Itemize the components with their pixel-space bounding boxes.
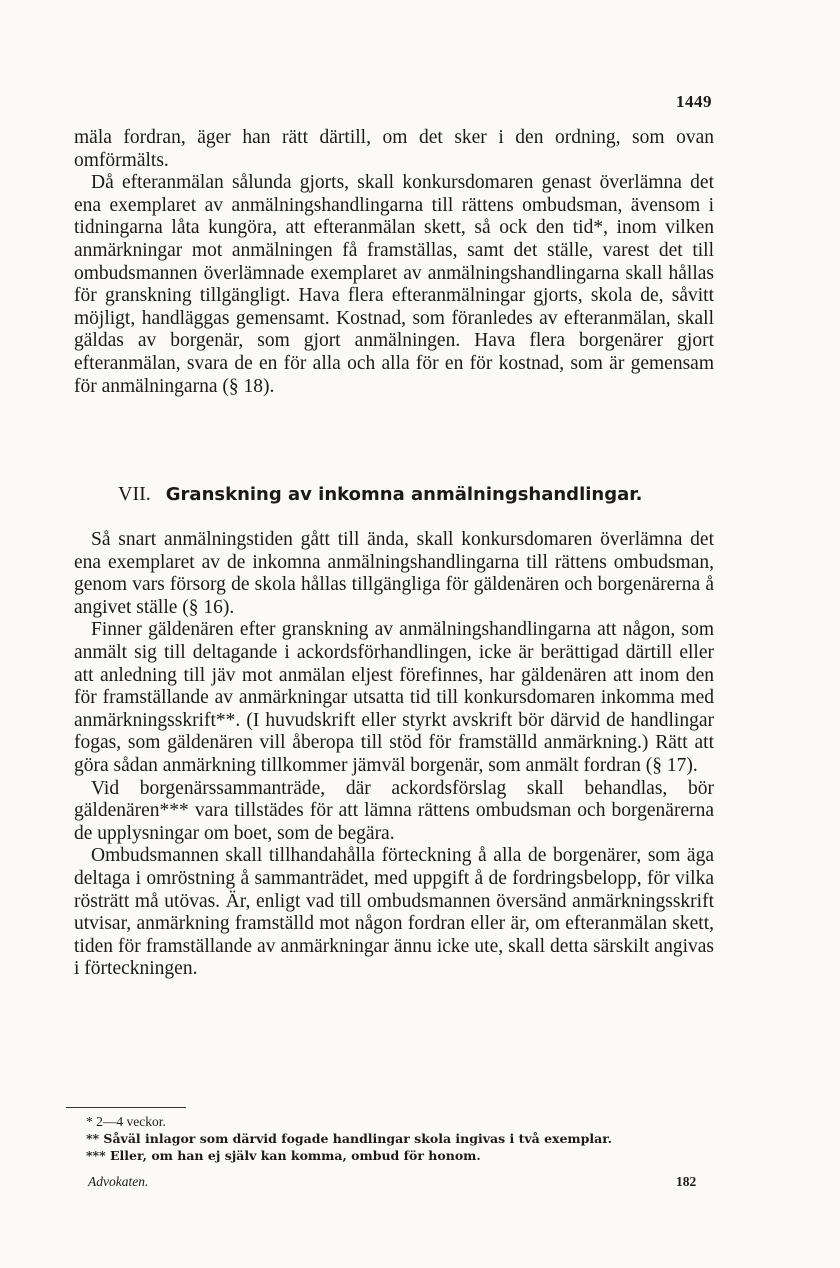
paragraph: Då efteranmälan sålunda gjorts, skall konkursdomaren genast överlämna det ena exemplaret av anmälningshandlingarna till rättens ombudsman, ävensom i tidningarna låta kungöra, att efteranmälan skett, så ock den tid*, inom vilken anmärkningar mot anmälningen få framställas, samt det ställe, varest det till ombudsmannen överlämnade exemplaret av anmälningshandlingarna skall hållas för granskning tillgängligt. Hava flera efteranmälningar gjorts, skola de, såvitt möjligt, handläggas gemensamt. Kostnad, som föranledes av efteranmälan, skall gäldas av borgenär, som gjort anmälningen. Hava flera borgenärer gjort efteranmälan, svara de en för alla och alla för en för kostnad, som är gemensam för anmälningarna (§ 18). — [74, 172, 714, 397]
footnote-divider — [66, 1107, 186, 1108]
section-title: Granskning av inkomna anmälningshandlingar. — [165, 484, 643, 505]
page-number: 1449 — [676, 92, 712, 111]
publisher-name: Advokaten. — [88, 1174, 149, 1189]
paragraph: Ombudsmannen skall tillhandahålla förteckning å alla de borgenärer, som äga deltaga i omröstning å sammanträdet, med uppgift å de fordringsbelopp, för vilka rösträtt må utövas. Är, enligt vad till ombudsmannen översänd anmärkningsskrift utvisar, anmärkning framställd mot någon fordran eller är, om efteranmälan skett, tiden för framställande av anmärkningar ännu icke ute, skall detta särskilt angivas i förteckningen. — [74, 845, 714, 980]
footnotes — [86, 1113, 612, 1164]
printer-signature: 182 — [676, 1174, 697, 1189]
footnote: * 2—4 veckor. — [86, 1114, 166, 1129]
section-number: VII. — [118, 483, 151, 505]
paragraph: Finner gäldenären efter granskning av anmälningshandlingarna att någon, som anmält sig till deltagande i ackordsförhandlingen, icke är berättigad därtill eller att anledning till jäv mot anmälan eljest förefinnes, har gäldenären att inom den för framställande av anmärkningar utsatta tid till konkursdomaren inkomma med anmärkningsskrift**. (I huvudskrift eller styrkt avskrift bör därvid de handlingar fogas, som gäldenären vill åberopa till stöd för framställd anmärkning.) Rätt att göra sådan anmärkning tillkommer jämväl borgenär, som anmält fordran (§ 17). — [74, 619, 714, 776]
footnote: ** Såväl inlagor som därvid fogade handlingar skola ingivas i två exemplar. — [86, 1131, 613, 1146]
section-heading — [118, 483, 642, 506]
paragraph: Vid borgenärssammanträde, där ackordsförslag skall behandlas, bör gäldenären*** vara tillstädes för att lämna rättens ombudsman och borgenärerna de upplysningar om boet, som de begära. — [74, 777, 714, 844]
body-text-section — [74, 529, 714, 981]
paragraph: mäla fordran, äger han rätt därtill, om det sker i den ordning, som ovan omförmälts. — [74, 127, 714, 171]
body-text-top — [74, 127, 714, 398]
footnote: *** Eller, om han ej själv kan komma, ombud för honom. — [86, 1148, 481, 1163]
paragraph: Så snart anmälningstiden gått till ända, skall konkursdomaren överlämna det ena exemplaret av de inkomna anmälningshandlingarna till rättens ombudsman, genom vars försorg de skola hållas tillgängliga för gäldenären och borgenärerna å angivet ställe (§ 16). — [74, 529, 714, 618]
